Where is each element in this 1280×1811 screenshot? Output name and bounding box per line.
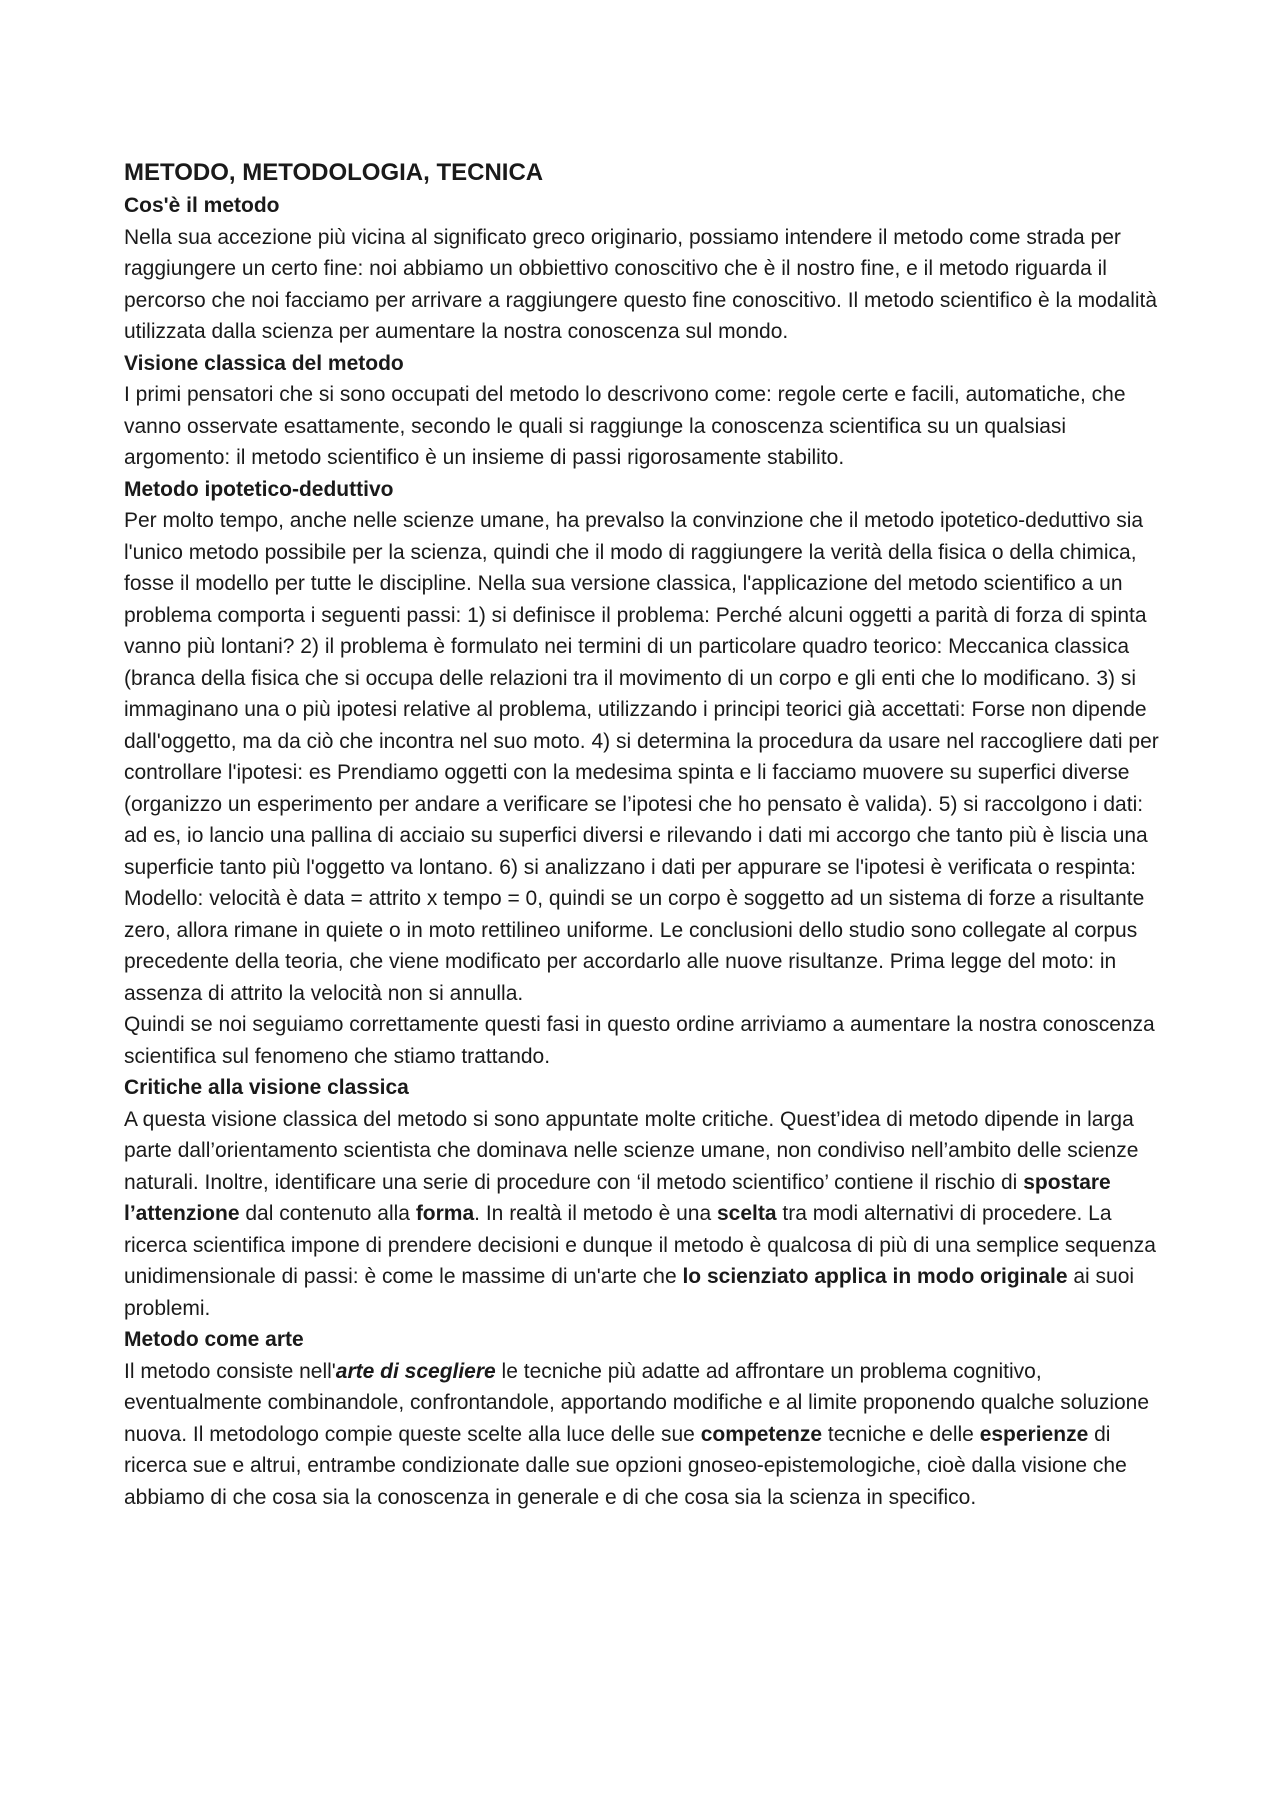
- paragraph-visione-classica: I primi pensatori che si sono occupati del metodo lo descrivono come: regole certe e facili, automatiche, che vanno osservate esattamente, secondo le quali si raggiunge la conoscenza scientifica su un qualsiasi argomento: il metodo scientifico è un insieme di passi rigorosamente stabilito.: [124, 383, 1126, 469]
- bold-run-scienziato: lo scienziato applica in modo originale: [682, 1265, 1068, 1288]
- text-run: A questa visione classica del metodo si sono appuntate molte critiche. Quest’idea di metodo dipende in larga parte dall’orientamento scientista che dominava nelle scienze umane, non condiviso nell’ambito delle scienze naturali. Inoltre, identificare una serie di procedure con ‘il metodo scientifico’ contiene il rischio di: [124, 1107, 1139, 1194]
- text-run: di ricerca sue e altrui, entrambe condizionate dalle sue opzioni gnoseo-epistemologiche, cioè dalla visione che abbiamo di che cosa sia la conoscenza in generale e di che cosa sia la scienza in specifico.: [124, 1422, 1127, 1509]
- bold-run-competenze: competenze: [700, 1422, 823, 1446]
- section-heading-critiche: Critiche alla visione classica: [124, 1076, 409, 1099]
- paragraph-ipotetico-deduttivo-conclusion: Quindi se noi seguiamo correttamente questi fasi in questo ordine arriviamo a aumentare la nostra conoscenza scientifica sul fenomeno che stiamo trattando.: [124, 1013, 1155, 1068]
- bold-run-spostare-attenzione: spostare l’attenzione: [124, 1170, 1111, 1225]
- paragraph-critiche: [124, 1104, 1164, 1325]
- bold-run-forma: forma: [415, 1202, 475, 1225]
- section-heading-visione-classica: Visione classica del metodo: [124, 351, 404, 375]
- bold-run-scelta: scelta: [716, 1202, 777, 1225]
- text-run: dal contenuto alla: [239, 1202, 416, 1225]
- text-run: . In realtà il metodo è una: [474, 1202, 717, 1225]
- section-heading-metodo-come-arte: Metodo come arte: [124, 1328, 304, 1351]
- bold-run-esperienze: esperienze: [979, 1422, 1089, 1446]
- document-page: [124, 156, 1164, 1513]
- bold-italic-run-arte-di-scegliere: arte di scegliere: [335, 1359, 496, 1383]
- text-run: tra modi alternativi di procedere. La ricerca scientifica impone di prendere decisioni e dunque il metodo è qualcosa di più di una semplice sequenza unidimensionale di passi: è come le massime di un'arte che: [124, 1202, 1156, 1288]
- document-title: METODO, METODOLOGIA, TECNICA: [124, 159, 544, 186]
- text-run: le tecniche più adatte ad affrontare un problema cognitivo, eventualmente combinandole, confrontandole, apportando modifiche e al limite proponendo qualche soluzione nuova. Il metodologo compie queste scelte alla luce delle sue: [124, 1359, 1150, 1446]
- paragraph-ipotetico-deduttivo: Per molto tempo, anche nelle scienze umane, ha prevalso la convinzione che il metodo ipotetico-deduttivo sia l'unico metodo possibile per la scienza, quindi che il modo di raggiungere la verità della fisica o della chimica, fosse il modello per tutte le discipline. Nella sua versione classica, l'applicazione del metodo scientifico a un problema comporta i seguenti passi: 1) si definisce il problema: Perché alcuni oggetti a parità di forza di spinta vanno più lontani? 2) il problema è formulato nei termini di un particolare quadro teorico: Meccanica classica (branca della fisica che si occupa delle relazioni tra il movimento di un corpo e gli enti che lo modificano. 3) si immaginano una o più ipotesi relative al problema, utilizzando i principi teorici già accettati: Forse non dipende dall'oggetto, ma da ciò che incontra nel suo moto. 4) si determina la procedura da usare nel raccogliere dati per controllare l'ipotesi: es Prendiamo oggetti con la medesima spinta e li facciamo muovere su superfici diverse (organizzo un esperimento per andare a verificare se l’ipotesi che ho pensato è valida). 5) si raccolgono i dati: ad es, io lancio una pallina di acciaio su superfici diversi e rilevando i dati mi accorgo che tanto più è liscia una superficie tanto più l'oggetto va lontano. 6) si analizzano i dati per appurare se l'ipotesi è verificata o respinta: Modello: velocità è data = attrito x tempo = 0, quindi se un corpo è soggetto ad un sistema di forze a risultante zero, allora rimane in quiete o in moto rettilineo uniforme. Le conclusioni dello studio sono collegate al corpus precedente della teoria, che viene modificato per accordarlo alle nuove risultanze. Prima legge del moto: in assenza di attrito la velocità non si annulla.: [124, 509, 1159, 1005]
- section-heading-cos-e-il-metodo: Cos'è il metodo: [124, 194, 280, 217]
- paragraph-cos-e-il-metodo: Nella sua accezione più vicina al significato greco originario, possiamo intendere il metodo come strada per raggiungere un certo fine: noi abbiamo un obbiettivo conoscitivo che è il nostro fine, e il metodo riguarda il percorso che noi facciamo per arrivare a raggiungere questo fine conoscitivo. Il metodo scientifico è la modalità utilizzata dalla scienza per aumentare la nostra conoscenza sul mondo.: [124, 225, 1158, 343]
- text-run: ai suoi problemi.: [124, 1265, 1135, 1320]
- section-heading-ipotetico-deduttivo: Metodo ipotetico-deduttivo: [124, 477, 394, 501]
- text-run: tecniche e delle: [822, 1422, 980, 1446]
- text-run: Il metodo consiste nell': [124, 1359, 336, 1383]
- paragraph-metodo-come-arte: [124, 1356, 1164, 1514]
